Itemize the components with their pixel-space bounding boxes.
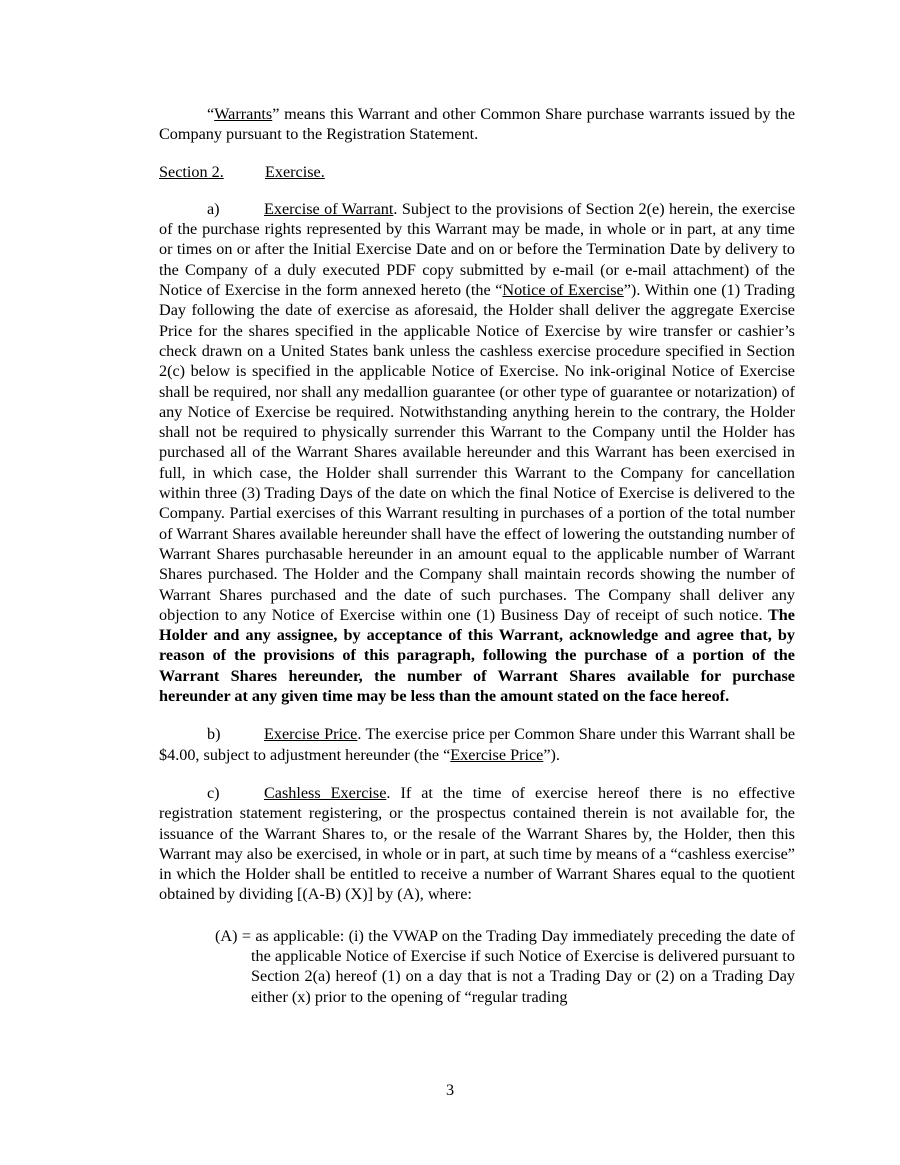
paragraph-c-text: . If at the time of exercise hereof there is no effective registration statement registering, or the prospectus contained therein is not available for, the issuance of the Warrant Shares to, or the resale of the Warrant Shares by, the Holder, then this Warrant may also be exercised, in whole or in part, at such time by means of a “cashless exercise” in which the Holder shall be entitled to receive a number of Warrant Shares equal to the quotient obtained by dividing [(A-B) (X)] by (A), where:	[159, 783, 795, 904]
notice-of-exercise-term: Notice of Exercise	[502, 281, 624, 300]
warrants-definition-text: ” means this Warrant and other Common Share purchase warrants issued by the Company pursuant to the Registration Statement.	[159, 105, 795, 144]
warrants-definition: “Warrants” means this Warrant and other Common Share purchase warrants issued by the Company pursuant to the Registration Statement.	[159, 105, 795, 144]
definition-a-label: (A) =	[215, 926, 251, 945]
paragraph-b-text-1: . The exercise price per Common Share under this Warrant shall be $4.00, subject to adjustment hereunder (the “	[159, 725, 796, 764]
paragraph-c-label: c)	[207, 783, 220, 802]
paragraph-a-heading: Exercise of Warrant	[264, 199, 394, 218]
definition-a	[159, 926, 795, 1007]
paragraph-b	[159, 724, 795, 765]
section-number: Section 2.	[159, 162, 224, 181]
paragraph-b-heading: Exercise Price	[264, 725, 358, 744]
paragraph-c-heading: Cashless Exercise	[264, 783, 387, 802]
paragraph-b-label: b)	[207, 725, 221, 744]
paragraph-c	[159, 783, 795, 905]
section-heading	[159, 162, 795, 182]
warrants-term: Warrants	[214, 105, 273, 123]
paragraph-a-text-1: . Subject to the provisions of Section 2(e) herein, the exercise of the purchase rights represented by this Warrant may be made, in whole or in part, at any time or times on or after the Initial Exercise Date and on or before the Termination Date by delivery to the Company of a duly executed PDF copy submitted by e-mail (or e-mail attachment) of the Notice of Exercise in the form annexed hereto (the “	[159, 199, 796, 300]
paragraph-b-text-2: ”).	[543, 745, 560, 764]
paragraph-a-label: a)	[207, 199, 220, 218]
paragraph-a-bold-text: The Holder and any assignee, by acceptance of this Warrant, acknowledge and agree that, by reason of the provisions of this paragraph, following the purchase of a portion of the Warrant Shares hereunder, the number of Warrant Shares available for purchase hereunder at any given time may be less than the amount stated on the face hereof.	[159, 605, 795, 706]
exercise-price-term: Exercise Price	[450, 745, 544, 764]
page-number: 3	[445, 1081, 455, 1099]
definition-a-text: as applicable: (i) the VWAP on the Trading Day immediately preceding the date of the applicable Notice of Exercise if such Notice of Exercise is delivered pursuant to Section 2(a) hereof (1) on a day that is not a Trading Day or (2) on a Trading Day either (x) prior to the opening of “regular trading	[250, 926, 795, 1006]
section-title: Exercise.	[265, 162, 325, 181]
paragraph-a-text-2: ”). Within one (1) Trading Day following the date of exercise as aforesaid, the Holder shall deliver the aggregate Exercise Price for the shares specified in the applicable Notice of Exercise by wire transfer or cashier’s check drawn on a United States bank unless the cashless exercise procedure specified in Section 2(c) below is specified in the applicable Notice of Exercise. No ink-original Notice of Exercise shall be required, nor shall any medallion guarantee (or other type of guarantee or notarization) of any Notice of Exercise be required. Notwithstanding anything herein to the contrary, the Holder shall not be required to physically surrender this Warrant to the Company until the Holder has purchased all of the Warrant Shares available hereunder and this Warrant has been exercised in full, in which case, the Holder shall surrender this Warrant to the Company for cancellation within three (3) Trading Days of the date on which the final Notice of Exercise is delivered to the Company. Partial exercises of this Warrant resulting in purchases of a portion of the total number of Warrant Shares available hereunder shall have the effect of lowering the outstanding number of Warrant Shares purchasable hereunder in an amount equal to the applicable number of Warrant Shares purchased. The Holder and the Company shall maintain records showing the number of Warrant Shares purchased and the date of such purchases. The Company shall deliver any objection to any Notice of Exercise within one (1) Business Day of receipt of such notice.	[159, 281, 795, 624]
paragraph-a	[159, 199, 795, 706]
